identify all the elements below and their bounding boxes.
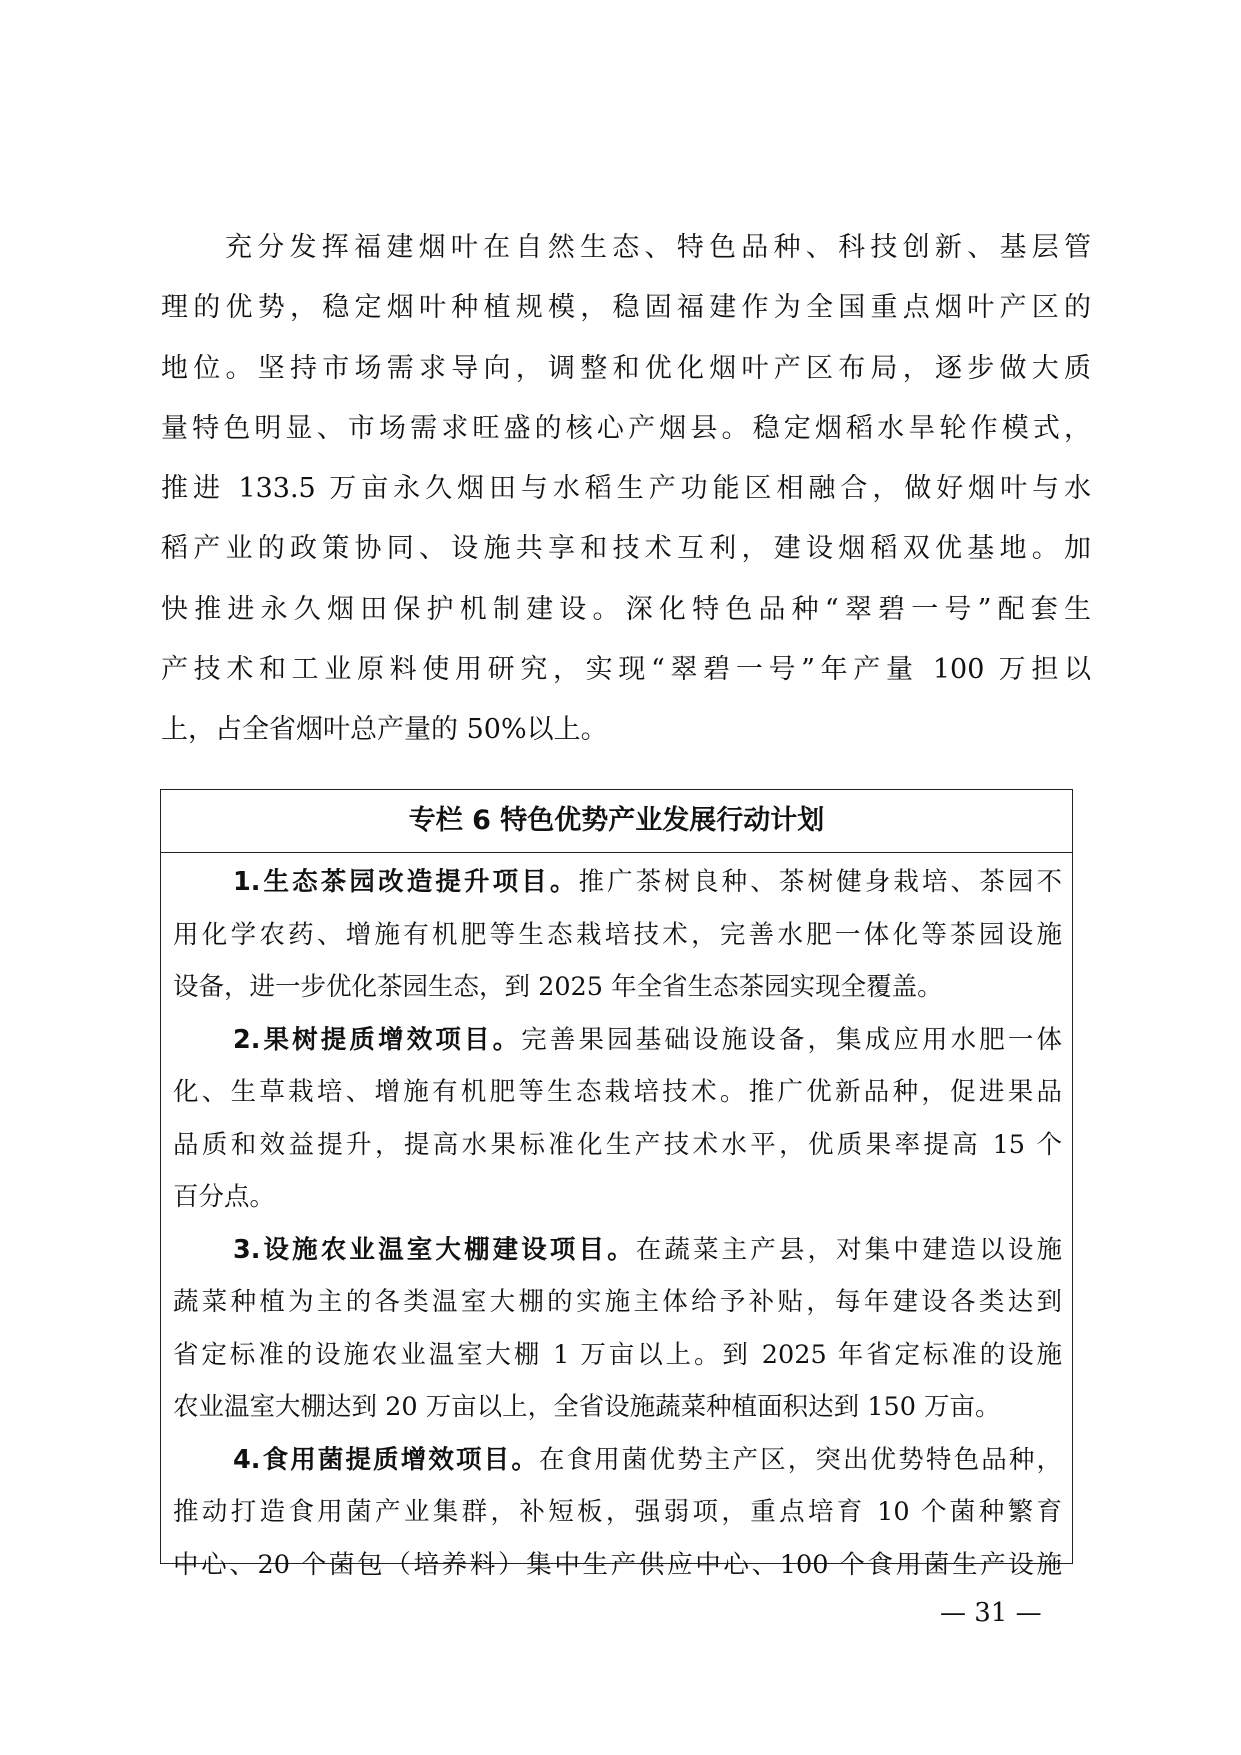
box-item <box>173 1434 1062 1592</box>
text-line: 推进 133.5 万亩永久烟田与水稻生产功能区相融合，做好烟叶与水 <box>161 473 1091 505</box>
item-line: 品质和效益提升，提高水果标准化生产技术水平，优质果率提高 15 个 <box>173 1129 1062 1160</box>
text-line: 地位。坚持市场需求导向，调整和优化烟叶产区布局，逐步做大质 <box>161 352 1091 384</box>
text-line: 上，占全省烟叶总产量的 50%以上。 <box>161 714 608 746</box>
text-line: 量特色明显、市场需求旺盛的核心产烟县。稳定烟稻水旱轮作模式， <box>161 412 1091 444</box>
item-line: 化、生草栽培、增施有机肥等生态栽培技术。推广优新品种，促进果品 <box>173 1077 1062 1107</box>
page-number: — 31 — <box>940 1598 1042 1628</box>
box-item <box>173 1014 1062 1224</box>
item-heading: 4.食用菌提质增效项目。 <box>233 1444 539 1475</box>
item-line: 中心、20 个菌包（培养料）集中生产供应中心、100 个食用菌生产设施 <box>173 1549 1062 1580</box>
item-text: 完善果园基础设施设备，集成应用水肥一体 <box>521 1024 1062 1055</box>
item-heading: 2.果树提质增效项目。 <box>233 1024 522 1055</box>
item-line: 百分点。 <box>173 1182 276 1212</box>
item-first-line <box>173 1014 1062 1067</box>
intro-paragraph <box>161 218 1091 761</box>
item-heading: 1.生态茶园改造提升项目。 <box>233 867 579 897</box>
feature-box <box>160 789 1073 1580</box>
text-line: 稻产业的政策协同、设施共享和技术互利，建设烟稻双优基地。加 <box>161 533 1091 565</box>
item-line: 省定标准的设施农业温室大棚 1 万亩以上。到 2025 年省定标准的设施 <box>173 1339 1062 1370</box>
text-line: 理的优势，稳定烟叶种植规模，稳固福建作为全国重点烟叶产区的 <box>161 292 1091 324</box>
item-first-line <box>173 1434 1062 1487</box>
text-line: 快推进永久烟田保护机制建设。深化特色品种“翠碧一号”配套生 <box>161 593 1091 625</box>
item-first-line <box>173 856 1062 909</box>
item-line: 设备，进一步优化茶园生态，到 2025 年全省生态茶园实现全覆盖。 <box>173 972 943 1002</box>
box-title: 专栏 6 特色优势产业发展行动计划 <box>161 790 1072 853</box>
item-heading: 3.设施农业温室大棚建设项目。 <box>233 1234 636 1265</box>
item-first-line <box>173 1224 1062 1277</box>
item-text: 在蔬菜主产县，对集中建造以设施 <box>635 1234 1062 1265</box>
item-line: 农业温室大棚达到 20 万亩以上，全省设施蔬菜种植面积达到 150 万亩。 <box>173 1392 1001 1422</box>
item-line: 用化学农药、增施有机肥等生态栽培技术，完善水肥一体化等茶园设施 <box>173 919 1062 950</box>
item-text: 在食用菌优势主产区，突出优势特色品种， <box>538 1444 1062 1475</box>
box-item <box>173 856 1062 1014</box>
item-line: 推动打造食用菌产业集群，补短板，强弱项，重点培育 10 个菌种繁育 <box>173 1497 1062 1527</box>
text-line: 产技术和工业原料使用研究，实现“翠碧一号”年产量 100 万担以 <box>161 654 1091 686</box>
box-body <box>161 853 1072 1591</box>
box-item <box>173 1224 1062 1434</box>
item-text: 推广茶树良种、茶树健身栽培、茶园不 <box>578 867 1062 897</box>
text-line: 充分发挥福建烟叶在自然生态、特色品种、科技创新、基层管 <box>225 232 1091 263</box>
item-line: 蔬菜种植为主的各类温室大棚的实施主体给予补贴，每年建设各类达到 <box>173 1287 1062 1317</box>
